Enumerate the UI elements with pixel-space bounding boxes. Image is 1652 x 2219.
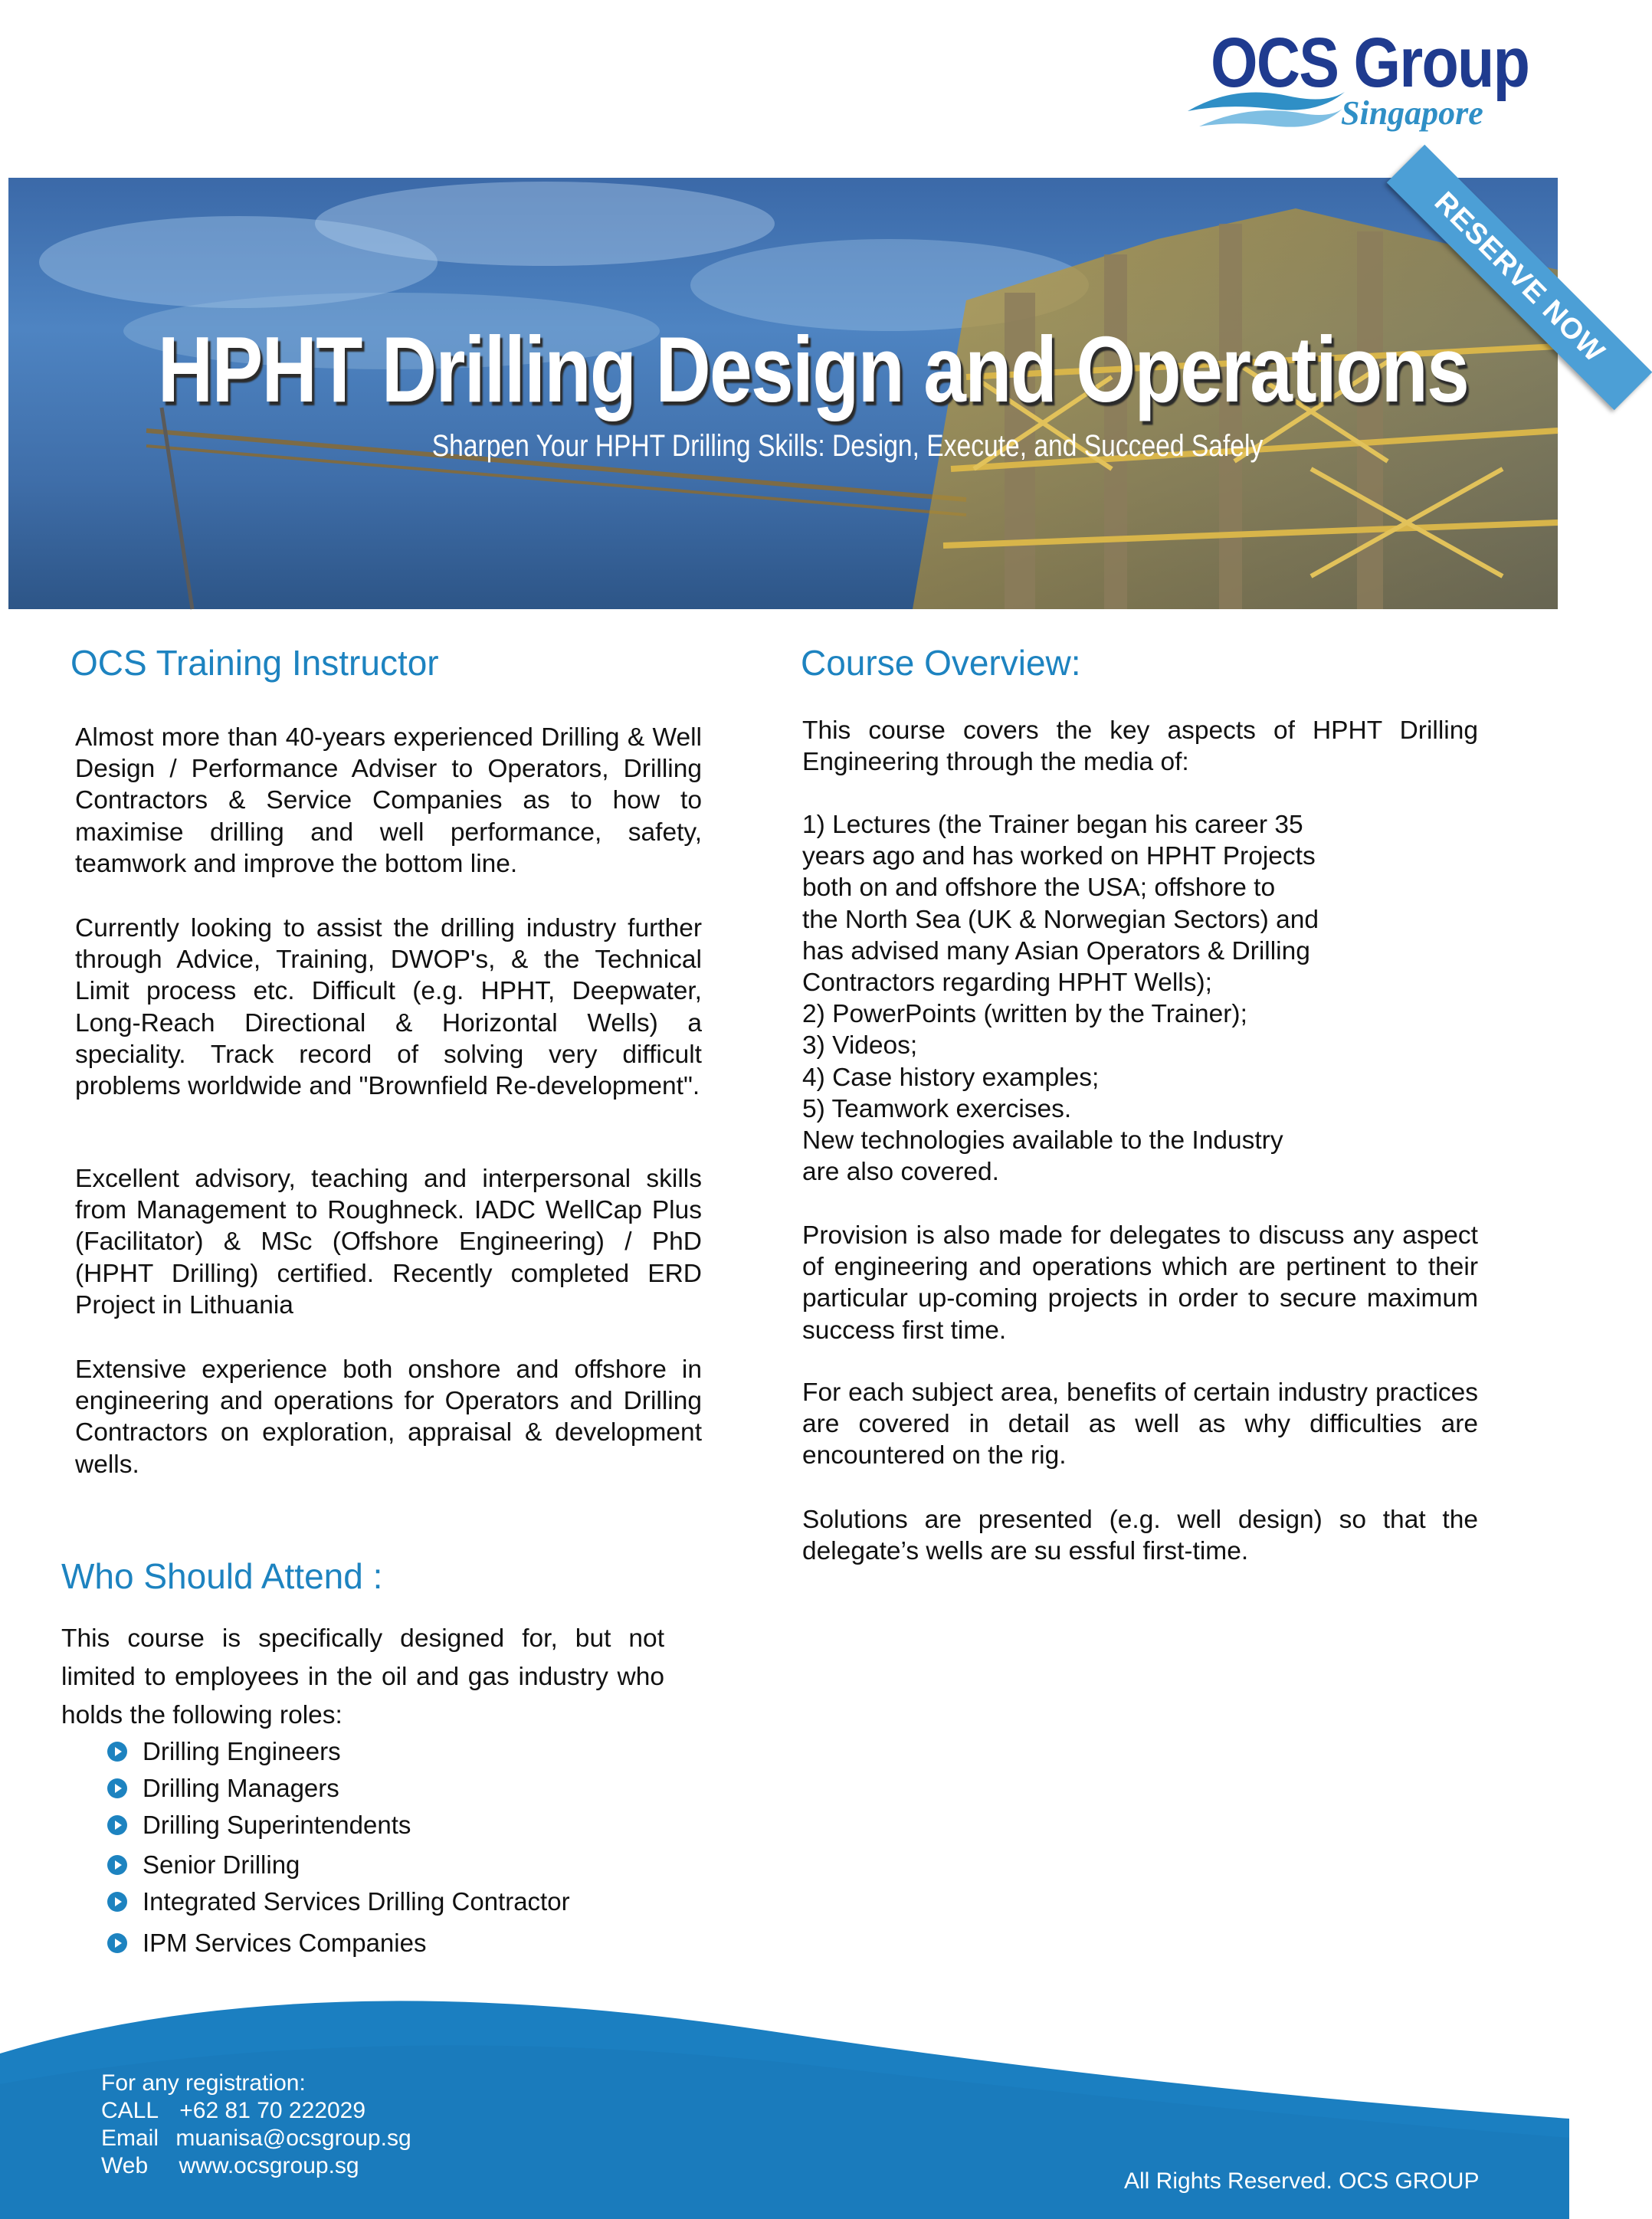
role-label: Senior Drilling bbox=[143, 1850, 300, 1879]
hero-banner bbox=[8, 178, 1611, 609]
instructor-paragraph-3: Excellent advisory, teaching and interpersonal skills from Management to Roughneck. IADC WellCap Plus (Facilitator) & MSc (Offshore Engineering) / PhD (HPHT Drilling) certified. Recently completed ERD Project in Lithuania bbox=[75, 1165, 702, 1319]
attend-intro: This course is specifically designed for, but not limited to employees in the oil and gas industry who holds the following roles: bbox=[61, 1624, 664, 1729]
course-title: HPHT Drilling Design and Operations bbox=[157, 317, 1469, 421]
contact-email bbox=[101, 2125, 411, 2152]
course-subtitle: Sharpen Your HPHT Drilling Skills: Design, Execute, and Succeed Safely bbox=[431, 429, 1264, 463]
role-label: IPM Services Companies bbox=[143, 1929, 427, 1957]
arrow-bullet-icon bbox=[107, 1892, 127, 1912]
call-label: CALL bbox=[101, 2098, 158, 2123]
overview-media-list: 1) Lectures (the Trainer began his career 35 years ago and has worked on HPHT Projects both on and offshore the USA; offshore to the North Sea (UK & Norwegian Sectors) and has advised many Asian Operators & Drilling Contractors regarding HPHT Wells); 2) PowerPoints (written by the Trainer); 3) Videos; 4) Case history examples; 5) Teamwork exercises. New technologies available to the Industry are also covered. bbox=[802, 811, 1319, 1187]
list-item bbox=[107, 1883, 570, 1920]
role-label: Drilling Engineers bbox=[143, 1737, 341, 1765]
list-item bbox=[107, 1925, 426, 1962]
role-label: Integrated Services Drilling Contractor bbox=[143, 1887, 570, 1916]
arrow-bullet-icon bbox=[107, 1742, 127, 1762]
registration-label: For any registration: bbox=[101, 2070, 306, 2096]
reserve-ribbon[interactable] bbox=[1297, 178, 1611, 408]
overview-intro: This course covers the key aspects of HPHT Drilling Engineering through the media of: bbox=[802, 716, 1478, 777]
web-link[interactable]: www.ocsgroup.sg bbox=[179, 2153, 359, 2178]
instructor-paragraph-4: Extensive experience both onshore and offshore in engineering and operations for Operators and Drilling Contractors on exploration, appraisal & development wells. bbox=[75, 1355, 702, 1479]
attend-heading: Who Should Attend : bbox=[61, 1556, 383, 1596]
copyright-text: All Rights Reserved. OCS GROUP bbox=[1124, 2168, 1480, 2194]
arrow-bullet-icon bbox=[107, 1815, 127, 1835]
logo-wordmark: OCS Group bbox=[1211, 24, 1529, 102]
email-label: Email bbox=[101, 2126, 159, 2151]
role-label: Drilling Superintendents bbox=[143, 1811, 411, 1839]
overview-solutions: Solutions are presented (e.g. well design) so that the delegate’s wells are su essful first-time. bbox=[802, 1506, 1478, 1566]
ocs-group-logo bbox=[1180, 23, 1532, 138]
role-label: Drilling Managers bbox=[143, 1774, 339, 1802]
list-item bbox=[107, 1733, 341, 1770]
reserve-now-label[interactable]: RESERVE NOW bbox=[1387, 145, 1652, 410]
web-label: Web bbox=[101, 2153, 149, 2178]
contact-call bbox=[101, 2097, 365, 2125]
overview-subjects: For each subject area, benefits of certain industry practices are covered in detail as well as why difficulties are encountered on the rig. bbox=[802, 1378, 1478, 1470]
instructor-paragraph-1: Almost more than 40-years experienced Drilling & Well Design / Performance Adviser to Operators, Drilling Contractors & Service Companies as to how to maximise drilling and well performance, safety, teamwork and improve the bottom line. bbox=[75, 723, 702, 878]
instructor-heading: OCS Training Instructor bbox=[70, 643, 439, 683]
arrow-bullet-icon bbox=[107, 1778, 127, 1798]
arrow-bullet-icon bbox=[107, 1933, 127, 1953]
list-item bbox=[107, 1847, 300, 1883]
list-item bbox=[107, 1770, 339, 1807]
overview-heading: Course Overview: bbox=[801, 643, 1081, 683]
overview-provision: Provision is also made for delegates to discuss any aspect of engineering and operations which are pertinent to their particular up-coming projects in order to secure maximum success first time. bbox=[802, 1221, 1478, 1345]
arrow-bullet-icon bbox=[107, 1855, 127, 1875]
instructor-paragraph-2: Currently looking to assist the drilling industry further through Advice, Training, DWOP's, & the Technical Limit process etc. Difficult (e.g. HPHT, Deepwater, Long-Reach Directional & Horizontal Wells) a speciality. Track record of solving very difficult problems worldwide and "Brownfield Re-development". bbox=[75, 914, 702, 1101]
list-item bbox=[107, 1807, 411, 1844]
contact-web bbox=[101, 2152, 359, 2180]
call-number[interactable]: +62 81 70 222029 bbox=[179, 2098, 366, 2123]
logo-location: Singapore bbox=[1341, 94, 1483, 132]
email-link[interactable]: muanisa@ocsgroup.sg bbox=[175, 2126, 411, 2151]
